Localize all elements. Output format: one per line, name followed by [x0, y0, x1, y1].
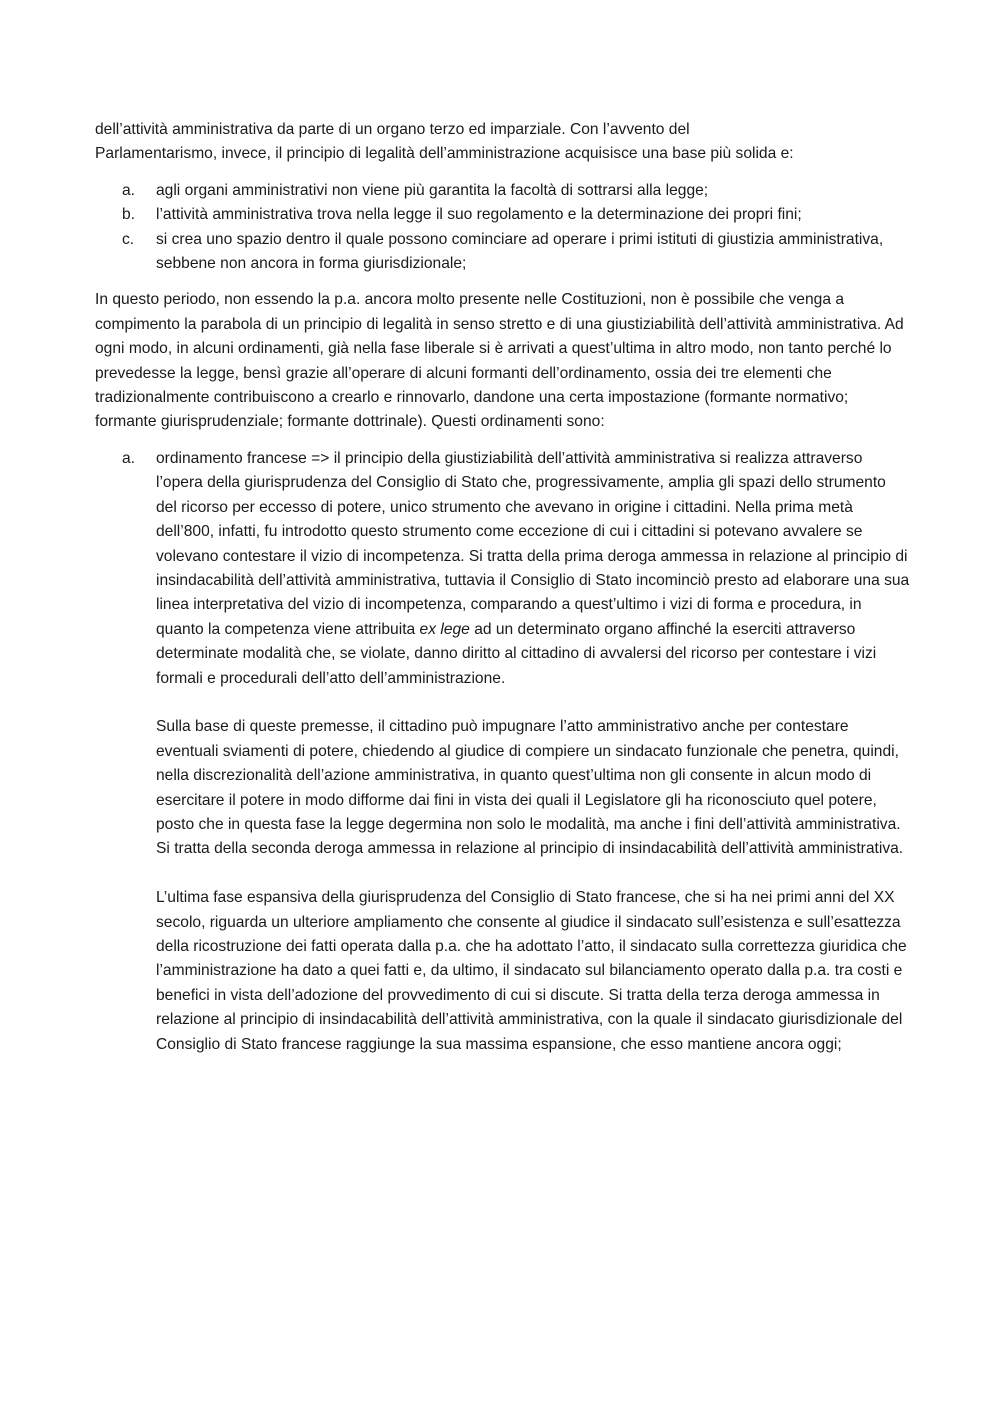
- subparagraph-1-text-b: ad un determinato organo affinché la eserciti attraverso determinate modalità che, se violate, danno diritto al cittadino di avvalersi del ricorso per contestare i vizi formali e procedurali dell’atto dell’amministrazione.: [156, 620, 877, 687]
- subparagraph-3: L’ultima fase espansiva della giurisprudenza del Consiglio di Stato francese, che si ha nei primi anni del XX secolo, riguarda un ulteriore ampliamento che consente al giudice il sindacato sull’esistenza e sull’esattezza della ricostruzione dei fatti operata dalla p.a. che ha adottato l’atto, il sindacato sulla correttezza giuridica che l’amministrazione ha dato a quei fatti e, da ultimo, il sindacato sul bilanciamento operato dalla p.a. tra costi e benefici in vista dell’adozione del provvedimento di cui si discute. Si tratta della terza deroga ammessa in relazione al principio di insindacabilità dell’attività amministrativa, con la quale il sindacato giurisdizionale del Consiglio di Stato francese raggiunge la sua massima espansione, che esso mantiene ancora oggi;: [156, 889, 907, 1053]
- list-item-text: agli organi amministrativi non viene più garantita la facoltà di sottrarsi alla legge;: [156, 181, 709, 199]
- list-marker: a.: [122, 181, 136, 199]
- latin-term-ex-lege: ex lege: [419, 620, 470, 638]
- intro-paragraph: [95, 118, 910, 167]
- list-item: [95, 203, 910, 227]
- list-item: [95, 179, 910, 203]
- list-marker: a.: [122, 449, 136, 467]
- document-page: [95, 118, 910, 1069]
- principles-list: [95, 179, 910, 277]
- subparagraph-1-text-a: ordinamento francese => il principio della giustiziabilità dell’attività amministrativa si realizza attraverso l’opera della giurisprudenza del Consiglio di Stato che, progressivamente, amplia gli spazi dello strumento del ricorso per eccesso di potere, unico strumento che avevano in origine i cittadini. Nella prima metà dell’800, infatti, fu introdotto questo strumento come eccezione di cui i cittadini si potevano avvalere se volevano contestare il vizio di incompetenza. Si tratta della prima deroga ammessa in relazione al principio di insindacabilità dell’attività amministrativa, tuttavia il Consiglio di Stato incominciò presto ad elaborare una sua linea interpretativa del vizio di incompetenza, comparando a quest’ultimo i vizi di forma e procedura, in quanto la competenza viene attribuita: [156, 449, 910, 638]
- list-item: [95, 228, 910, 277]
- list-marker: c.: [122, 230, 135, 248]
- intro-line-2: Parlamentarismo, invece, il principio di legalità dell’amministrazione acquisisce una base più solida e:: [95, 145, 794, 163]
- list-marker: b.: [122, 206, 136, 224]
- list-item-text: l’attività amministrativa trova nella legge il suo regolamento e la determinazione dei propri fini;: [156, 206, 802, 224]
- list-item-text: si crea uno spazio dentro il quale possono cominciare ad operare i primi istituti di giustizia amministrativa, sebbene non ancora in forma giurisdizionale;: [156, 230, 884, 273]
- subparagraph-1: [156, 447, 910, 691]
- body-paragraph: In questo periodo, non essendo la p.a. ancora molto presente nelle Costituzioni, non è possibile che venga a compimento la parabola di un principio di legalità in senso stretto e di una giustiziabilità dell’attività amministrativa. Ad ogni modo, in alcuni ordinamenti, già nella fase liberale si è arrivati a quest’ultima in altro modo, non tanto perché lo prevedesse la legge, bensì grazie all’operare di alcuni formanti dell’ordinamento, ossia dei tre elementi che tradizionalmente contribuiscono a crearlo e rinnovarlo, dandone una certa impostazione (formante normativo; formante giurisprudenziale; formante dottrinale). Questi ordinamenti sono:: [95, 291, 904, 431]
- subparagraph-2: Sulla base di queste premesse, il cittadino può impugnare l’atto amministrativo anche per contestare eventuali sviamenti di potere, chiedendo al giudice di compiere un sindacato funzionale che penetra, quindi, nella discrezionalità dell’azione amministrativa, in quanto quest’ultima non gli consente in alcun modo di esercitare il potere in modo difforme dai fini in vista dei quali il Legislatore gli ha riconosciuto quel potere, posto che in questa fase la legge degermina non solo le modalità, ma anche i fini dell’attività amministrativa. Si tratta della seconda deroga ammessa in relazione al principio di insindacabilità dell’attività amministrativa.: [156, 718, 904, 858]
- list-item-ordinamento-francese: [95, 447, 910, 1057]
- intro-line-1: dell’attività amministrativa da parte di un organo terzo ed imparziale. Con l’avvento del: [95, 121, 690, 138]
- ordinamenti-list: [95, 447, 910, 1057]
